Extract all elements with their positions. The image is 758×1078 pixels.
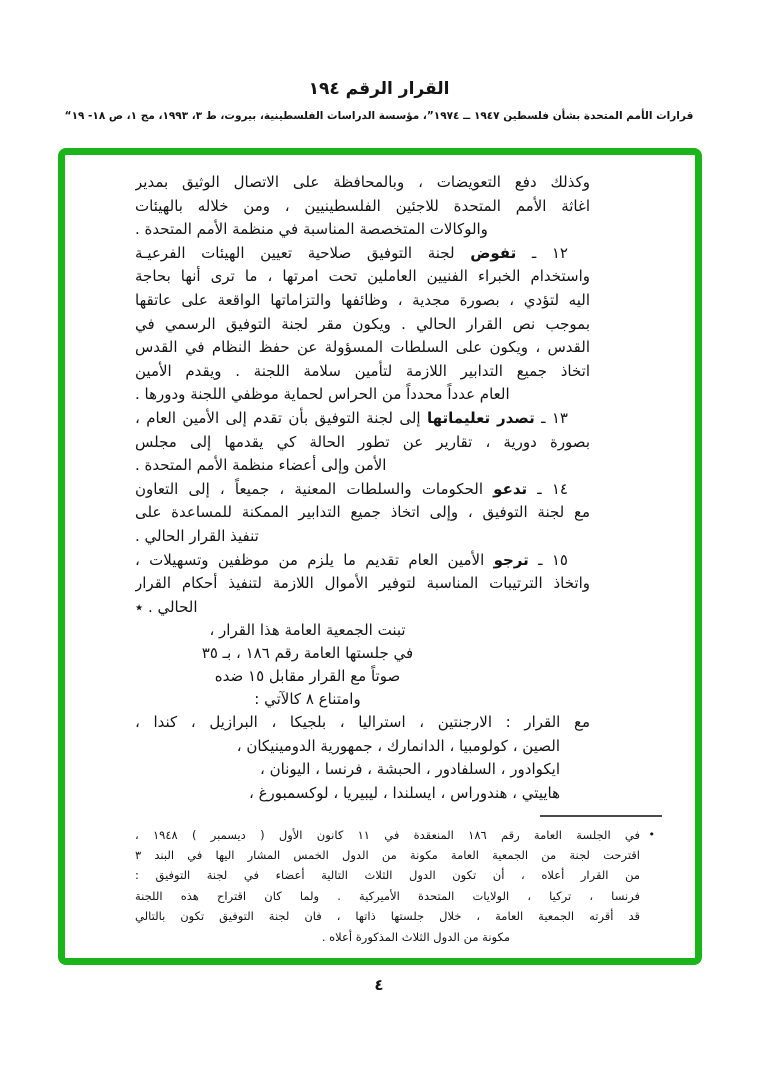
text-segment: اغاثة الأمم المتحدة للاجئين الفلسطينيين ، ومن خلاله بالهيئات — [135, 196, 590, 215]
decision-text-box — [58, 148, 702, 965]
text-segment: اقترحت لجنة من الجمعية العامة مكونة من الدول الخمس المشار اليها في البند ٣ — [135, 848, 640, 863]
text-segment: واتخاذ الترتيبات المناسبة لتوفير الأموال اللازمة لتنفيذ أحكام القرار — [135, 574, 590, 593]
text-line — [165, 665, 450, 688]
text-segment: إلى لجنة التوفيق بأن تقدم إلى الأمين العام ، — [135, 408, 427, 427]
text-segment: واستخدام الخبراء الفنيين العاملين تحت امرتها ، ما ترى أنها بحاجة — [135, 267, 590, 286]
footnote-separator — [540, 815, 662, 817]
text-line — [165, 688, 450, 711]
footnote-bullet-icon: • — [648, 827, 655, 841]
text-segment: بموجب نص القرار الحالي . ويكون مقر لجنة التوفيق الرسمي في — [135, 314, 590, 333]
text-segment: من القرار أعلاه ، أن تكون الدول الثلاث التالية أعضاء في لجنة التوفيق : — [135, 868, 640, 883]
text-segment: ايكوادور ، السلفادور ، الحبشة ، فرنسا ، اليونان ، — [260, 760, 560, 779]
text-segment: وكذلك دفع التعويضات ، وبالمحافظة على الاتصال الوثيق بمدير — [135, 173, 590, 191]
text-line — [135, 735, 590, 759]
citation-line: “قرارات الأمم المتحدة بشأن فلسطين ١٩٤٧ ــ ١٩٧٤”، مؤسسة الدراسات الفلسطينية، بيروت، ط ٣، ١٩٩٣، مج ١، ص ١٨- ١٩ — [64, 110, 694, 122]
text-segment: مكونة من الدول الثلاث المذكورة أعلاه . — [321, 929, 510, 944]
text-line — [135, 454, 590, 478]
text-line — [135, 431, 590, 455]
text-line — [135, 927, 640, 947]
vote-country-list — [135, 711, 590, 805]
text-line — [135, 336, 590, 360]
text-segment: الصين ، كولومبيا ، الدانمارك ، جمهورية الدومينيكان ، — [236, 736, 560, 755]
bold-text-segment: ترجو — [493, 550, 529, 569]
text-segment: في الجلسة العامة رقم ١٨٦ المنعقدة في ١١ كانون الأول ( ديسمبر ) ١٩٤٨ ، — [135, 827, 640, 842]
text-line — [135, 782, 590, 806]
bold-text-segment: تصدر تعليماتها — [426, 408, 535, 427]
text-line — [135, 218, 590, 242]
text-segment: الأمن وإلى أعضاء منظمة الأمم المتحدة . — [135, 456, 387, 475]
text-segment: بصورة دورية ، تقارير عن تطور الحالة كي يقدمها إلى مجلس — [135, 432, 590, 451]
text-line — [135, 289, 590, 313]
text-line — [135, 906, 640, 926]
footnote — [135, 815, 655, 947]
text-segment: تبنت الجمعية العامة هذا القرار ، — [209, 621, 406, 640]
text-segment: الأمين العام تقديم ما يلزم من موظفين وتسهيلات ، — [135, 550, 494, 569]
text-segment: الحكومات والسلطات المعنية ، جميعاً ، إلى التعاون — [135, 479, 494, 498]
text-segment: ١٢ ـ — [516, 243, 568, 262]
text-line — [135, 865, 640, 885]
text-line — [165, 619, 450, 642]
text-line — [135, 572, 590, 596]
text-segment: الحالي . ٭ — [135, 597, 198, 616]
text-segment: القدس ، ويكون على السلطات المسؤولة عن حفظ النظام في القدس — [135, 338, 590, 357]
text-segment: ١٤ ـ — [527, 479, 568, 498]
text-segment: والوكالات المتخصصة المناسبة في منظمة الأمم المتحدة . — [135, 220, 488, 239]
text-segment: ١٣ ـ — [534, 408, 568, 427]
text-segment: قد أقرته الجمعية العامة ، خلال جلستها ذاتها ، فان لجنة التوفيق تكون بالتالي — [135, 909, 640, 924]
text-segment: مع القرار : الارجنتين ، استراليا ، بلجيكا ، البرازيل ، كندا ، — [135, 713, 590, 732]
text-segment: العام عدداً محدداً من الحراس لحماية موظفي اللجنة ودورها . — [135, 385, 510, 404]
bold-text-segment: تدعو — [493, 479, 528, 498]
vote-note — [165, 619, 450, 711]
text-segment: لجنة التوفيق صلاحية تعيين الهيئات الفرعيـة — [135, 243, 471, 262]
text-segment: تنفيذ القرار الحالي . — [135, 526, 259, 545]
text-line — [135, 478, 590, 502]
text-segment: ١٥ ـ — [528, 550, 568, 569]
text-segment: وامتناع ٨ كالآتي : — [254, 690, 361, 709]
text-line — [135, 596, 590, 620]
text-segment: مع لجنة التوفيق ، وإلى اتخاذ جميع التدابير الممكنة للمساعدة على — [135, 503, 590, 522]
text-line — [135, 407, 590, 431]
text-line — [135, 195, 590, 219]
text-segment: صوتاً مع القرار مقابل ١٥ ضده — [214, 667, 401, 686]
text-line — [135, 825, 640, 845]
text-line — [165, 642, 450, 665]
bold-text-segment: تفوض — [470, 243, 517, 262]
text-segment: فرنسا ، تركيا ، الولايات المتحدة الأميركية . ولما كان اقتراح هذه اللجنة — [135, 888, 640, 903]
text-line — [135, 758, 590, 782]
text-line — [135, 886, 640, 906]
page-title: القرار الرقم ١٩٤ — [308, 79, 450, 99]
text-line — [135, 383, 590, 407]
text-line — [135, 313, 590, 337]
text-segment: هاييتي ، هندوراس ، ايسلندا ، ليبيريا ، لوكسمبورغ ، — [248, 784, 560, 803]
footnote-text — [135, 825, 640, 947]
text-line — [135, 711, 590, 735]
text-segment: في جلستها العامة رقم ١٨٦ ، بـ ٣٥ — [201, 644, 414, 663]
text-line — [135, 501, 590, 525]
text-line — [135, 845, 640, 865]
text-line — [135, 242, 590, 266]
text-line — [135, 360, 590, 384]
resolution-clauses — [135, 171, 590, 619]
text-segment: اليه لتؤدي ، بصورة مجدية ، وظائفها والتزاماتها الواقعة على عاتقها — [135, 290, 590, 309]
text-line — [135, 525, 590, 549]
text-line — [135, 265, 590, 289]
text-segment: اتخاذ جميع التدابير اللازمة لتأمين سلامة اللجنة . ويقدم الأمين — [135, 361, 590, 380]
text-line — [135, 549, 590, 573]
decision-text-content — [65, 155, 695, 958]
page-number: ٤ — [374, 976, 384, 994]
text-line — [135, 171, 590, 195]
